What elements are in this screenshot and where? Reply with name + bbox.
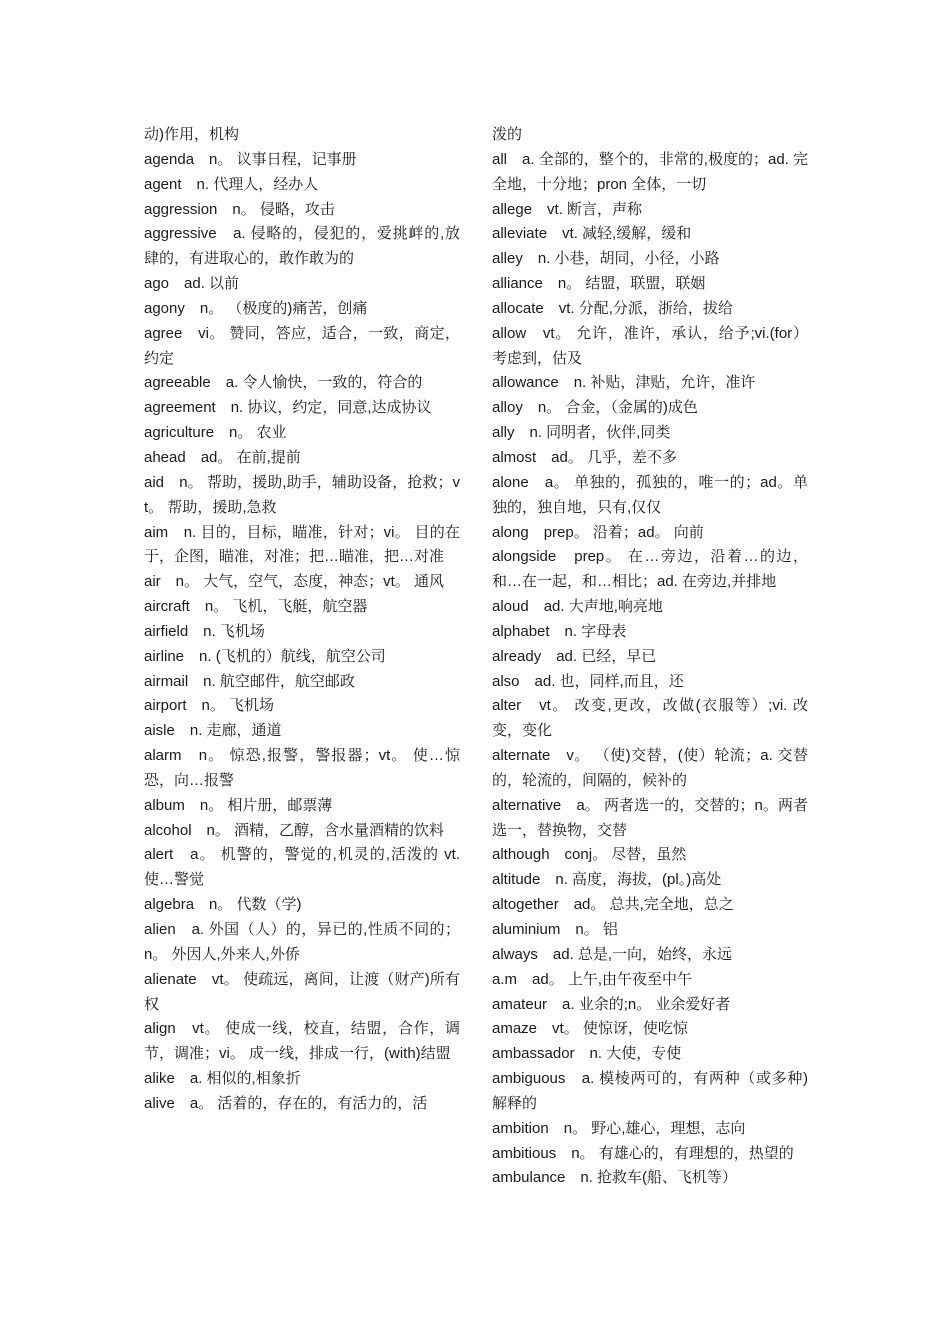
dictionary-entry: agent n. 代理人，经办人 bbox=[144, 175, 319, 193]
dictionary-entry: air n。 大气，空气，态度，神态；vt。 通风 bbox=[144, 573, 445, 591]
dictionary-entry: alleviate vt. 减轻,缓解，缓和 bbox=[492, 225, 692, 243]
dictionary-entry: aircraft n。 飞机，飞艇，航空器 bbox=[144, 598, 368, 616]
dictionary-entry: already ad. 已经，早已 bbox=[492, 647, 657, 665]
dictionary-entry: alternate v。 （使)交替，(使）轮流；a. 交替的，轮流的，间隔的，候补的 bbox=[492, 747, 808, 789]
dictionary-entry: alloy n。 合金，（金属的)成色 bbox=[492, 399, 698, 417]
dictionary-entry: all a. 全部的，整个的，非常的,极度的；ad. 完全地，十分地；pron 全体，一切 bbox=[492, 150, 808, 193]
dictionary-entry: alienate vt。 使疏远，离间，让渡（财产)所有权 bbox=[144, 970, 460, 1013]
dictionary-entry: aim n. 目的，目标，瞄准，针对；vi。 目的在于，企图，瞄准，对准；把…瞄准，把…对准 bbox=[144, 523, 460, 566]
dictionary-entry: ally n. 同明者，伙伴,同类 bbox=[492, 424, 671, 442]
dictionary-entry: almost ad。 几乎，差不多 bbox=[492, 448, 678, 466]
dictionary-entry: altogether ad。 总共,完全地，总之 bbox=[492, 896, 734, 914]
dictionary-entry: also ad. 也，同样,而且，还 bbox=[492, 672, 684, 690]
dictionary-entry: alongside prep。 在…旁边，沿着…的边，和…在一起，和…相比；ad. 在旁边,并排地 bbox=[492, 548, 808, 591]
dictionary-entry: allow vt。 允许，准许，承认，给予;vi.(for）考虑到，估及 bbox=[492, 324, 808, 367]
dictionary-entry: ago ad. 以前 bbox=[144, 275, 240, 293]
dictionary-entry: although conj。 尽替，虽然 bbox=[492, 846, 687, 864]
dictionary-entry: aluminium n。 铝 bbox=[492, 921, 618, 938]
dictionary-entry: allege vt. 断言，声称 bbox=[492, 200, 643, 218]
dictionary-entry: ahead ad。 在前,提前 bbox=[144, 448, 301, 466]
dictionary-entry: ambulance n. 抢救车(船、飞机等） bbox=[492, 1169, 738, 1187]
dictionary-entry: alphabet n. 字母表 bbox=[492, 622, 627, 640]
dictionary-entry: aid n。 帮助，援助,助手，辅助设备，抢救；vt。 帮助，援助,急救 bbox=[144, 473, 460, 516]
dictionary-entry: agreeable a. 令人愉快，一致的，符合的 bbox=[144, 374, 423, 392]
dictionary-entry: alter vt。 改变,更改，改做(衣服等）;vi. 改变，变化 bbox=[492, 697, 808, 740]
dictionary-entry: amaze vt。 使惊讶，使吃惊 bbox=[492, 1020, 688, 1038]
dictionary-entry: align vt。 使成一线，校直，结盟，合作，调节，调准；vi。 成一线，排成一行，(with)结盟 bbox=[144, 1020, 460, 1063]
dictionary-entry: aggression n。 侵略，攻击 bbox=[144, 200, 335, 218]
dictionary-entry: along prep。 沿着；ad。 向前 bbox=[492, 523, 704, 541]
dictionary-entry: alike a. 相似的,相象折 bbox=[144, 1070, 301, 1088]
dictionary-entry: always ad. 总是,一向，始终，永远 bbox=[492, 945, 733, 963]
dictionary-entry: alternative a。 两者选一的，交替的；n。两者选一，替换物，交替 bbox=[492, 796, 808, 839]
dictionary-entry: agree vi。 赞同，答应，适合，一致，商定，约定 bbox=[144, 324, 460, 367]
dictionary-entry: alliance n。 结盟，联盟，联姻 bbox=[492, 275, 706, 293]
dictionary-entry: altitude n. 高度，海拔，(pl。)高处 bbox=[492, 871, 722, 889]
dictionary-entry: alive a。 活着的，存在的，有活力的，活 bbox=[144, 1094, 428, 1112]
dictionary-entry: airmail n. 航空邮件，航空邮政 bbox=[144, 672, 355, 690]
dictionary-entry: allowance n. 补贴，津贴，允许，准许 bbox=[492, 374, 756, 392]
dictionary-entry: alert a。 机警的，警觉的,机灵的,活泼的 vt. 使…警觉 bbox=[144, 846, 460, 889]
dictionary-entry: alarm n。 惊恐,报警，警报器；vt。 使…惊恐，向…报警 bbox=[144, 747, 460, 789]
dictionary-entry: agenda n。 议事日程，记事册 bbox=[144, 150, 357, 168]
dictionary-entry: agriculture n。 农业 bbox=[144, 424, 287, 442]
dictionary-entry: allocate vt. 分配,分派，浙给，拔给 bbox=[492, 299, 733, 317]
dictionary-entry: ambition n。 野心,雄心，理想，志向 bbox=[492, 1119, 746, 1137]
dictionary-entry: agony n。 （极度的)痛苦，创痛 bbox=[144, 299, 368, 317]
dictionary-entry: 动)作用，机构 bbox=[144, 126, 239, 143]
dictionary-entry: aisle n. 走廊，通道 bbox=[144, 722, 282, 740]
dictionary-entry: amateur a. 业余的;n。 业余爱好者 bbox=[492, 995, 731, 1013]
left-column bbox=[144, 123, 460, 1117]
dictionary-entry: alone a。 单独的，孤独的，唯一的；ad。单独的，独自地，只有,仅仅 bbox=[492, 473, 808, 516]
dictionary-entry: a.m ad。 上午,由午夜至中午 bbox=[492, 970, 693, 988]
dictionary-entry: agreement n. 协议，约定，同意,达成协议 bbox=[144, 399, 432, 417]
dictionary-entry: alcohol n。 酒精，乙醇，含水量酒精的饮料 bbox=[144, 821, 445, 839]
dictionary-entry: ambassador n. 大使，专使 bbox=[492, 1045, 682, 1063]
dictionary-entry: airline n. (飞机的）航线，航空公司 bbox=[144, 647, 386, 665]
dictionary-entry: aggressive a. 侵略的，侵犯的，爱挑衅的,放肆的，有进取心的，敢作敢为的 bbox=[144, 225, 460, 268]
dictionary-entry: ambiguous a. 模棱两可的，有两种（或多种)解释的 bbox=[492, 1070, 808, 1112]
dictionary-entry: album n。 相片册，邮票薄 bbox=[144, 796, 333, 814]
dictionary-entry: ambitious n。 有雄心的，有理想的，热望的 bbox=[492, 1144, 794, 1162]
dictionary-entry: 泼的 bbox=[492, 126, 523, 143]
dictionary-entry: airport n。 飞机场 bbox=[144, 697, 275, 715]
right-column bbox=[492, 123, 808, 1191]
dictionary-entry: alien a. 外国（人）的，异已的,性质不同的；n。 外因人,外来人,外侨 bbox=[144, 921, 460, 963]
dictionary-entry: aloud ad. 大声地,响亮地 bbox=[492, 598, 663, 616]
dictionary-entry: alley n. 小巷，胡同，小径，小路 bbox=[492, 250, 720, 268]
dictionary-entry: airfield n. 飞机场 bbox=[144, 622, 265, 640]
dictionary-entry: algebra n。 代数（学) bbox=[144, 896, 302, 914]
